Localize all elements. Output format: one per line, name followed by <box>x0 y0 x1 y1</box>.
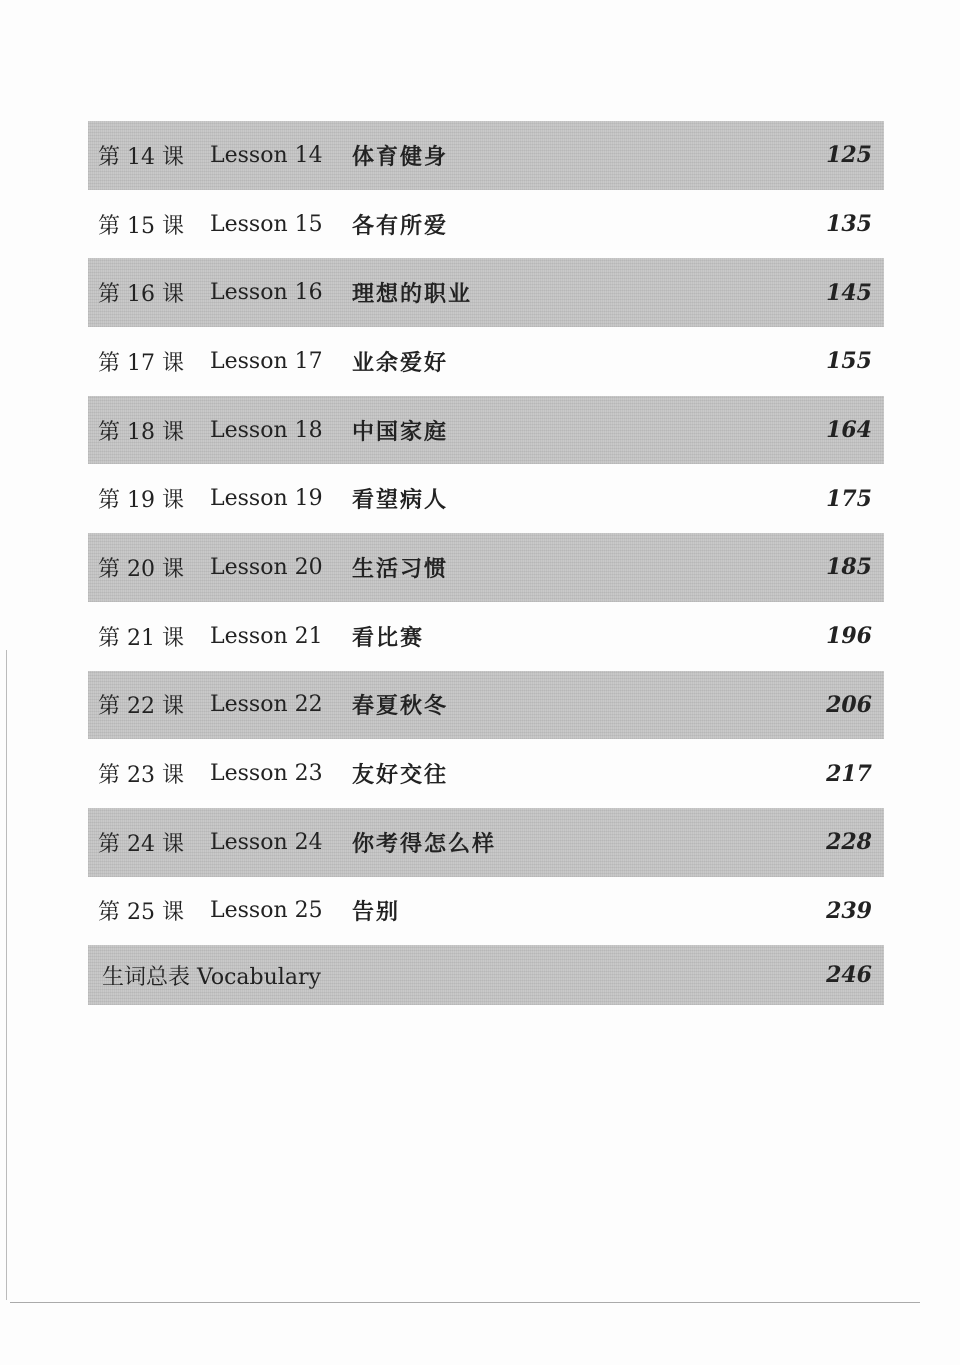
toc-entry[interactable] <box>88 671 884 740</box>
lesson-title: 业余爱好 <box>352 350 449 376</box>
lesson-number: 第 16 课 <box>98 282 184 308</box>
toc-entry[interactable] <box>88 258 884 327</box>
lesson-english: Lesson 19 <box>210 486 323 512</box>
page-number: 228 <box>826 829 872 856</box>
lesson-title: 体育健身 <box>352 144 449 170</box>
lesson-english: Lesson 22 <box>210 692 323 718</box>
lesson-english: Lesson 24 <box>210 829 323 855</box>
lesson-english: Lesson 20 <box>210 554 323 580</box>
lesson-number: 第 19 课 <box>98 488 184 514</box>
page-number: 246 <box>826 962 872 989</box>
toc-entry[interactable] <box>88 877 884 946</box>
toc-entry[interactable] <box>88 808 884 877</box>
lesson-title: 生活习惯 <box>352 556 449 582</box>
lesson-title: 告别 <box>352 900 401 926</box>
scan-edge-left <box>6 650 7 1300</box>
toc-entry[interactable] <box>88 739 884 808</box>
table-of-contents <box>88 121 884 1005</box>
lesson-title: 看比赛 <box>352 625 425 651</box>
lesson-number: 第 14 课 <box>98 144 184 170</box>
lesson-english: Lesson 17 <box>210 348 323 374</box>
lesson-title: 中国家庭 <box>352 419 449 445</box>
page-number: 217 <box>826 760 872 787</box>
page-number: 239 <box>826 897 872 924</box>
page-number: 206 <box>826 691 872 718</box>
page-number: 135 <box>826 211 872 238</box>
lesson-title: 各有所爱 <box>352 213 449 239</box>
lesson-number: 第 23 课 <box>98 763 184 789</box>
toc-entry[interactable] <box>88 464 884 533</box>
page-number: 145 <box>826 279 872 306</box>
lesson-title: 春夏秋冬 <box>352 694 449 720</box>
lesson-title: 理想的职业 <box>352 282 473 308</box>
page-number: 185 <box>826 554 872 581</box>
page-number: 164 <box>826 417 872 444</box>
lesson-english: Lesson 16 <box>210 280 323 306</box>
toc-entry[interactable] <box>88 602 884 671</box>
lesson-number: 第 21 课 <box>98 625 184 651</box>
lesson-number: 第 18 课 <box>98 419 184 445</box>
lesson-number: 第 24 课 <box>98 831 184 857</box>
toc-entry[interactable] <box>88 396 884 465</box>
toc-entry-vocabulary[interactable] <box>88 945 884 1005</box>
toc-entry[interactable] <box>88 327 884 396</box>
page-number: 196 <box>826 623 872 650</box>
vocabulary-label: 生词总表 Vocabulary <box>102 964 321 990</box>
lesson-number: 第 20 课 <box>98 556 184 582</box>
toc-entry[interactable] <box>88 533 884 602</box>
lesson-number: 第 15 课 <box>98 213 184 239</box>
lesson-number: 第 22 课 <box>98 694 184 720</box>
page-number: 155 <box>826 348 872 375</box>
lesson-english: Lesson 21 <box>210 623 323 649</box>
lesson-english: Lesson 14 <box>210 142 323 168</box>
lesson-english: Lesson 15 <box>210 211 323 237</box>
scan-edge-bottom <box>10 1302 920 1303</box>
lesson-english: Lesson 23 <box>210 761 323 787</box>
lesson-title: 友好交往 <box>352 763 449 789</box>
lesson-number: 第 25 课 <box>98 900 184 926</box>
page-number: 125 <box>826 142 872 169</box>
lesson-number: 第 17 课 <box>98 350 184 376</box>
lesson-english: Lesson 25 <box>210 898 323 924</box>
lesson-english: Lesson 18 <box>210 417 323 443</box>
lesson-title: 看望病人 <box>352 488 449 514</box>
page-number: 175 <box>826 485 872 512</box>
toc-entry[interactable] <box>88 190 884 259</box>
toc-entry[interactable] <box>88 121 884 190</box>
lesson-title: 你考得怎么样 <box>352 831 497 857</box>
